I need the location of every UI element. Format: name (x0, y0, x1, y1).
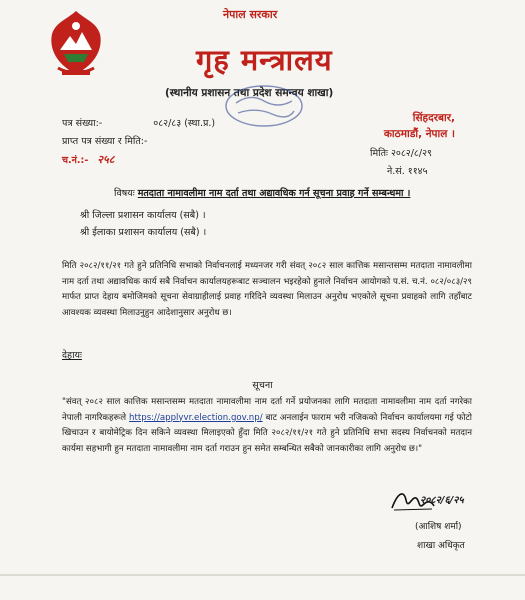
dispatch-row (62, 152, 114, 167)
notice-paragraph (62, 395, 472, 457)
notice-title: सूचना (252, 380, 273, 391)
dehay-heading: देहायः (62, 350, 82, 361)
received-letter-label: प्राप्त पत्र संख्या र मिति:- (62, 136, 148, 147)
dispatch-label: च.नं.:- (62, 155, 89, 166)
body-paragraph: मिति २०८२/११/२१ गते हुने प्रतिनिधि सभाको निर्वाचनलाई मध्यनजर गरी संवत् २०८२ साल कात्तिक मसान्तसम्म मतदाता नामावलीमा नाम दर्ता तथा अद्यावधिक कार्य सबै निर्वाचन कार्यालयहरूबाट सञ्चालन भइरहेको हुनाले निर्वाचन आयोगको प.सं. च.नं. ०८२/०८३/२९ मार्फत प्राप्त देहाय बमोजिमको सूचना सेवाग्राहीलाई प्रवाह गरिदिने व्यवस्था मिलाउन अनुरोध भएकोले सूचना प्रवाहको लागि तहाँबाट आवश्यक व्यवस्था मिलाउनुहुन आदेशानुसार अनुरोध छ। (62, 261, 472, 318)
subject-line (114, 186, 410, 199)
paper-fold-divider (0, 574, 525, 576)
recipient-item: श्री जिल्ला प्रशासन कार्यालय (सबै) । (80, 210, 206, 221)
phone-value: ११४५ (407, 166, 428, 177)
government-name: नेपाल सरकार (223, 8, 278, 21)
nepal-emblem-icon (44, 8, 108, 78)
notice-text-before-link: "संवत् २०८२ साल कात्तिक मसान्तसम्म मतदाता नामावलीमा नाम दर्ता गर्ने प्रयोजनका लागि मतदाता नामावलीमा नाम दर्ता नगरेका नेपाली नागरिकहरूले (62, 397, 472, 423)
address-line-1: सिंहदरबार, (412, 112, 455, 124)
dispatch-number: २५८ (97, 153, 115, 166)
recipient-list (80, 207, 206, 241)
registration-link[interactable]: https://applyvr.election.gov.np/ (129, 412, 263, 423)
letter-no-value: ०८२/८३ (स्था.प्र.) (153, 118, 216, 129)
date-label: मितिः (370, 148, 388, 159)
address-line-2: काठमाडौं, नेपाल । (383, 128, 455, 140)
letter-no-row (62, 116, 215, 129)
division-name: (स्थानीय प्रशासन तथा प्रदेश समन्वय शाखा) (165, 87, 334, 99)
phone-label: ने.सं. (387, 166, 405, 177)
recipient-item: श्री ईलाका प्रशासन कार्यालय (सबै) । (80, 227, 207, 238)
subject-label: विषयः (114, 188, 135, 199)
official-stamp (222, 81, 306, 131)
letter-date (370, 146, 432, 159)
signed-date: २०८२/६/२५ (420, 495, 464, 506)
signatory-designation: शाखा अधिकृत (417, 541, 465, 551)
ministry-title: गृह मन्त्रालय (196, 43, 333, 77)
subject-title: मतदाता नामावलीमा नाम दर्ता तथा अद्यावधिक गर्न सूचना प्रवाह गर्ने सम्बन्धमा । (137, 188, 411, 199)
office-address (384, 110, 455, 142)
phone-number (387, 164, 428, 177)
signatory-name: (आशिष शर्मा) (415, 522, 462, 532)
notice-text-after-link: बाट अनलाईन फाराम भरी नजिकको निर्वाचन कार्यालयमा गई फोटो खिचाउन र बायोमेट्रिक दिन सकिने व्यवस्था मिलाइएको हुँदा मिति २०८२/११/२१ गते हुने प्रतिनिधि सभा सदस्य निर्वाचनको मतदान कार्यमा सहभागी हुन मतदाता नामावलीमा नाम दर्ता गराउन हुन समेत सम्बन्धित सबैको जानकारीका लागि अनुरोध छ।" (62, 412, 473, 454)
letter-no-label: पत्र संख्या:- (62, 118, 103, 129)
date-value: २०८२/८/२९ (390, 148, 432, 159)
